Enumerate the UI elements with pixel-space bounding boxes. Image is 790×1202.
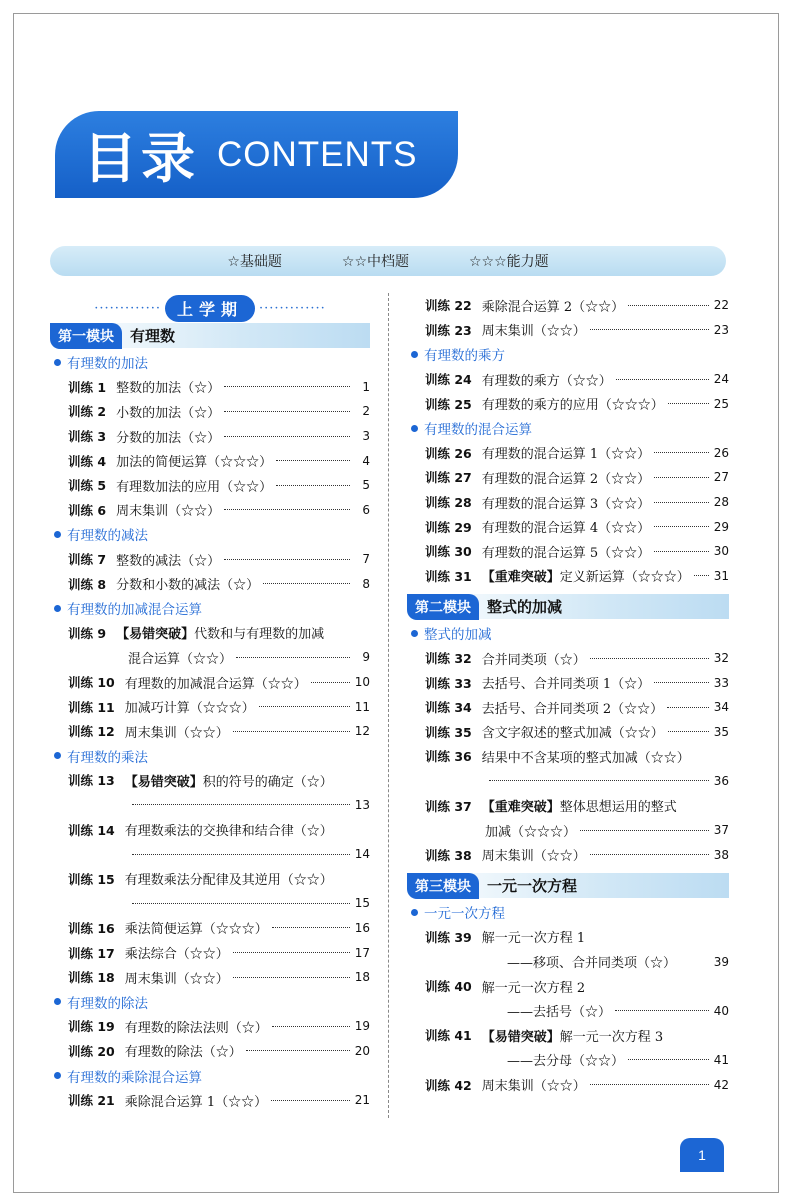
entry-number: 训练 27 bbox=[425, 470, 472, 486]
entry-title: 解一元一次方程 1 bbox=[481, 931, 586, 947]
title-en: CONTENTS bbox=[217, 134, 418, 174]
dot-leader bbox=[616, 379, 709, 380]
toc-entry[interactable] bbox=[50, 1014, 370, 1039]
entry-number: 训练 30 bbox=[425, 544, 472, 560]
dot-leader bbox=[580, 830, 709, 831]
dot-leader bbox=[132, 854, 350, 855]
toc-entry[interactable] bbox=[407, 514, 729, 539]
entry-title: 分数和小数的减法（☆） bbox=[116, 578, 260, 594]
section-title: 一元一次方程 bbox=[424, 906, 505, 923]
section-title: 整式的加减 bbox=[424, 627, 492, 644]
entry-number: 训练 15 bbox=[68, 871, 115, 887]
entry-title: 代数和与有理数的加减 bbox=[194, 627, 325, 643]
entry-page: 19 bbox=[354, 1019, 370, 1034]
toc-entry[interactable] bbox=[50, 965, 370, 990]
module-tag: 第三模块 bbox=[407, 873, 479, 899]
toc-entry[interactable] bbox=[50, 473, 370, 498]
entry-number: 训练 18 bbox=[68, 970, 115, 986]
entry-tag: 【易错突破】 bbox=[124, 774, 203, 790]
entry-page: 16 bbox=[354, 920, 370, 935]
entry-title: 周末集训（☆☆） bbox=[481, 849, 586, 865]
page-number: 1 bbox=[680, 1138, 724, 1172]
entry-title: 解一元一次方程 3 bbox=[559, 1029, 664, 1045]
dot-leader bbox=[590, 329, 709, 330]
dot-leader bbox=[132, 903, 350, 904]
entry-page: 7 bbox=[362, 552, 370, 567]
module-2-header bbox=[407, 594, 729, 619]
dot-leader bbox=[694, 575, 709, 576]
toc-entry[interactable] bbox=[50, 916, 370, 941]
toc-entry[interactable] bbox=[407, 490, 729, 515]
entry-page: 28 bbox=[713, 495, 729, 510]
dot-leader bbox=[590, 854, 709, 855]
bullet-icon bbox=[411, 630, 418, 637]
entry-title: 周末集训（☆☆） bbox=[481, 1079, 586, 1095]
dot-leader bbox=[654, 477, 709, 478]
toc-entry[interactable] bbox=[407, 465, 729, 490]
section-title: 有理数的除法 bbox=[67, 995, 148, 1012]
module-tag: 第二模块 bbox=[407, 594, 479, 620]
entry-number: 训练 21 bbox=[68, 1093, 115, 1109]
dot-leader bbox=[311, 682, 350, 683]
entry-title: 整数的加法（☆） bbox=[116, 381, 221, 397]
entry-title: 周末集训（☆☆） bbox=[124, 725, 229, 741]
entry-title: 有理数乘法的交换律和结合律（☆） bbox=[124, 824, 333, 840]
dot-leader bbox=[628, 305, 709, 306]
toc-entry[interactable] bbox=[407, 564, 729, 589]
section-title: 有理数的混合运算 bbox=[424, 422, 532, 439]
entry-page: 11 bbox=[354, 699, 370, 714]
spacer bbox=[680, 961, 709, 962]
entry-title: 有理数加法的应用（☆☆） bbox=[116, 479, 273, 495]
section-heading[interactable] bbox=[407, 342, 729, 367]
toc-entry-continuation[interactable] bbox=[407, 998, 729, 1023]
dot-leader bbox=[233, 977, 350, 978]
entry-number: 训练 12 bbox=[68, 724, 115, 740]
entry-title: 周末集训（☆☆） bbox=[116, 504, 221, 520]
entry-title: 合并同类项（☆） bbox=[481, 652, 586, 668]
toc-entry[interactable] bbox=[407, 391, 729, 416]
section-heading[interactable] bbox=[50, 596, 370, 621]
dot-leader bbox=[276, 485, 350, 486]
entry-page: 41 bbox=[713, 1052, 729, 1067]
section-title: 有理数的乘法 bbox=[67, 749, 148, 766]
module-name: 有理数 bbox=[130, 327, 176, 345]
entry-tag: 【重难突破】 bbox=[481, 570, 560, 586]
section-heading[interactable] bbox=[50, 1063, 370, 1088]
entry-number: 训练 39 bbox=[425, 929, 472, 945]
entry-title: 周末集训（☆☆） bbox=[481, 324, 586, 340]
toc-right-column bbox=[407, 293, 729, 1097]
entry-title: 分数的加法（☆） bbox=[116, 430, 221, 446]
legend-basic: ☆基础题 bbox=[227, 254, 282, 270]
dot-leader bbox=[628, 1059, 709, 1060]
module-tag: 第一模块 bbox=[50, 323, 122, 349]
entry-page: 5 bbox=[362, 478, 370, 493]
section-heading[interactable] bbox=[50, 522, 370, 547]
entry-number: 训练 6 bbox=[68, 502, 107, 518]
entry-title: 含文字叙述的整式加减（☆☆） bbox=[481, 726, 664, 742]
toc-entry[interactable] bbox=[407, 646, 729, 671]
entry-number: 训练 36 bbox=[425, 749, 472, 765]
toc-entry[interactable] bbox=[50, 571, 370, 596]
entry-title: 有理数的乘方的应用（☆☆☆） bbox=[481, 398, 664, 414]
entry-page: 26 bbox=[713, 445, 729, 460]
entry-number: 训练 29 bbox=[425, 519, 472, 535]
dot-leader bbox=[668, 403, 709, 404]
dot-leader bbox=[615, 1010, 709, 1011]
entry-page: 8 bbox=[362, 576, 370, 591]
entry-number: 训练 8 bbox=[68, 576, 107, 592]
entry-title-cont: ——去括号（☆） bbox=[507, 1005, 612, 1021]
entry-page: 23 bbox=[713, 322, 729, 337]
toc-entry-continuation[interactable] bbox=[50, 842, 370, 867]
toc-entry-continuation[interactable] bbox=[50, 793, 370, 818]
toc-entry[interactable] bbox=[50, 621, 370, 646]
entry-number: 训练 40 bbox=[425, 979, 472, 995]
entry-page: 36 bbox=[713, 773, 729, 788]
semester-label: 上学期 bbox=[165, 295, 255, 322]
dot-leader bbox=[654, 551, 709, 552]
entry-title: 有理数的除法法则（☆） bbox=[124, 1020, 268, 1036]
entry-title: 去括号、合并同类项 2（☆☆） bbox=[481, 701, 664, 717]
dot-leader bbox=[233, 731, 350, 732]
entry-title: 有理数的除法（☆） bbox=[124, 1045, 242, 1061]
section-heading[interactable] bbox=[50, 350, 370, 375]
entry-number: 训练 22 bbox=[425, 298, 472, 314]
entry-title: 有理数乘法分配律及其逆用（☆☆） bbox=[124, 873, 333, 889]
entry-title: 加减巧计算（☆☆☆） bbox=[124, 701, 255, 717]
entry-tag: 【重难突破】 bbox=[481, 800, 560, 816]
toc-entry[interactable] bbox=[50, 719, 370, 744]
dot-leader bbox=[272, 927, 350, 928]
bullet-icon bbox=[54, 752, 61, 759]
dot-leader bbox=[224, 509, 350, 510]
toc-entry[interactable] bbox=[50, 817, 370, 842]
column-divider bbox=[388, 293, 389, 1118]
entry-number: 训练 25 bbox=[425, 396, 472, 412]
entry-number: 训练 37 bbox=[425, 798, 472, 814]
entry-number: 训练 1 bbox=[68, 379, 107, 395]
entry-title-cont: ——去分母（☆☆） bbox=[507, 1054, 625, 1070]
module-1-header bbox=[50, 323, 370, 348]
dot-leader bbox=[668, 731, 709, 732]
section-title: 有理数的加减混合运算 bbox=[67, 602, 202, 619]
entry-page: 22 bbox=[713, 298, 729, 313]
entry-title: 周末集训（☆☆） bbox=[124, 971, 229, 987]
toc-entry[interactable] bbox=[50, 768, 370, 793]
toc-entry-continuation[interactable] bbox=[50, 645, 370, 670]
section-title: 有理数的减法 bbox=[67, 528, 148, 545]
bullet-icon bbox=[54, 359, 61, 366]
entry-title: 有理数的混合运算 3（☆☆） bbox=[481, 496, 651, 512]
entry-page: 4 bbox=[362, 453, 370, 468]
entry-number: 训练 9 bbox=[68, 625, 107, 641]
dot-leader bbox=[224, 411, 350, 412]
dot-leader bbox=[132, 804, 350, 805]
entry-number: 训练 33 bbox=[425, 675, 472, 691]
dot-leader bbox=[271, 1100, 350, 1101]
entry-page: 30 bbox=[713, 544, 729, 559]
entry-title-cont: 混合运算（☆☆） bbox=[128, 651, 233, 667]
toc-entry[interactable] bbox=[407, 1072, 729, 1097]
toc-entry-continuation[interactable] bbox=[407, 818, 729, 843]
entry-number: 训练 28 bbox=[425, 495, 472, 511]
toc-entry[interactable] bbox=[50, 1088, 370, 1113]
dot-leader bbox=[590, 658, 709, 659]
entry-title: 有理数的混合运算 4（☆☆） bbox=[481, 521, 651, 537]
entry-page: 6 bbox=[362, 502, 370, 517]
entry-title: 有理数的混合运算 5（☆☆） bbox=[481, 545, 651, 561]
entry-page: 15 bbox=[354, 896, 370, 911]
entry-number: 训练 13 bbox=[68, 773, 115, 789]
bullet-icon bbox=[54, 998, 61, 1005]
toc-entry[interactable] bbox=[407, 925, 729, 950]
dot-leader bbox=[224, 559, 350, 560]
entry-title: 结果中不含某项的整式加减（☆☆） bbox=[481, 750, 690, 766]
dot-leader bbox=[654, 682, 709, 683]
section-heading[interactable] bbox=[50, 744, 370, 769]
bullet-icon bbox=[54, 605, 61, 612]
entry-page: 39 bbox=[713, 954, 729, 969]
legend-medium: ☆☆中档题 bbox=[341, 254, 409, 270]
entry-number: 训练 16 bbox=[68, 920, 115, 936]
toc-left-column bbox=[50, 293, 370, 1112]
entry-number: 训练 34 bbox=[425, 700, 472, 716]
entry-number: 训练 4 bbox=[68, 453, 107, 469]
entry-page: 27 bbox=[713, 470, 729, 485]
entry-page: 20 bbox=[354, 1043, 370, 1058]
toc-entry[interactable] bbox=[50, 498, 370, 523]
entry-page: 10 bbox=[354, 675, 370, 690]
entry-title: 整体思想运用的整式 bbox=[559, 800, 677, 816]
section-heading[interactable] bbox=[407, 900, 729, 925]
dot-leader bbox=[489, 780, 709, 781]
toc-entry[interactable] bbox=[407, 695, 729, 720]
entry-page: 9 bbox=[362, 650, 370, 665]
entry-title: 乘法简便运算（☆☆☆） bbox=[124, 922, 268, 938]
entry-number: 训练 35 bbox=[425, 724, 472, 740]
toc-entry[interactable] bbox=[50, 670, 370, 695]
entry-number: 训练 38 bbox=[425, 847, 472, 863]
entry-page: 32 bbox=[713, 651, 729, 666]
dot-leader bbox=[654, 526, 709, 527]
toc-entry-continuation[interactable] bbox=[50, 891, 370, 916]
section-title: 有理数的乘方 bbox=[424, 348, 505, 365]
entry-number: 训练 11 bbox=[68, 699, 115, 715]
entry-page: 17 bbox=[354, 945, 370, 960]
section-title: 有理数的乘除混合运算 bbox=[67, 1069, 202, 1086]
toc-entry[interactable] bbox=[407, 1023, 729, 1048]
bullet-icon bbox=[54, 1072, 61, 1079]
module-3-header bbox=[407, 873, 729, 898]
entry-number: 训练 41 bbox=[425, 1028, 472, 1044]
entry-title-cont: ——移项、合并同类项（☆） bbox=[507, 956, 677, 972]
toc-entry[interactable] bbox=[407, 367, 729, 392]
toc-entry-continuation[interactable] bbox=[407, 1048, 729, 1073]
toc-entry[interactable] bbox=[50, 547, 370, 572]
entry-title: 积的符号的确定（☆） bbox=[202, 774, 333, 790]
dot-leader bbox=[667, 707, 709, 708]
entry-tag: 【易错突破】 bbox=[116, 627, 195, 643]
title-cn: 目录 bbox=[83, 127, 199, 190]
entry-title-cont: 加减（☆☆☆） bbox=[485, 824, 577, 840]
entry-number: 训练 32 bbox=[425, 651, 472, 667]
entry-title: 乘法综合（☆☆） bbox=[124, 947, 229, 963]
entry-page: 14 bbox=[354, 847, 370, 862]
toc-entry-continuation[interactable] bbox=[407, 949, 729, 974]
entry-number: 训练 3 bbox=[68, 429, 107, 445]
toc-entry[interactable] bbox=[50, 866, 370, 891]
entry-title: 有理数的乘方（☆☆） bbox=[481, 373, 612, 389]
entry-title: 乘除混合运算 2（☆☆） bbox=[481, 299, 625, 315]
toc-entry[interactable] bbox=[50, 694, 370, 719]
dot-leader bbox=[259, 706, 350, 707]
bullet-icon bbox=[411, 425, 418, 432]
section-heading[interactable] bbox=[407, 416, 729, 441]
entry-title: 加法的简便运算（☆☆☆） bbox=[116, 455, 273, 471]
entry-page: 1 bbox=[362, 379, 370, 394]
dot-leader bbox=[590, 1084, 709, 1085]
toc-entry[interactable] bbox=[50, 399, 370, 424]
toc-entry[interactable] bbox=[407, 720, 729, 745]
toc-entry[interactable] bbox=[407, 318, 729, 343]
section-heading[interactable] bbox=[50, 989, 370, 1014]
entry-title: 乘除混合运算 1（☆☆） bbox=[124, 1094, 268, 1110]
legend-advanced: ☆☆☆能力题 bbox=[469, 254, 549, 270]
entry-tag: 【易错突破】 bbox=[481, 1029, 560, 1045]
entry-title: 有理数的混合运算 1（☆☆） bbox=[481, 447, 651, 463]
toc-entry[interactable] bbox=[50, 940, 370, 965]
toc-entry[interactable] bbox=[50, 375, 370, 400]
toc-entry[interactable] bbox=[407, 744, 729, 769]
entry-title: 小数的加法（☆） bbox=[116, 405, 221, 421]
entry-page: 40 bbox=[713, 1003, 729, 1018]
entry-number: 训练 2 bbox=[68, 404, 107, 420]
dot-leader bbox=[246, 1050, 350, 1051]
dot-leader bbox=[236, 657, 350, 658]
dot-leader bbox=[654, 452, 709, 453]
entry-page: 21 bbox=[354, 1093, 370, 1108]
entry-page: 42 bbox=[713, 1077, 729, 1092]
bullet-icon bbox=[411, 909, 418, 916]
section-heading[interactable] bbox=[407, 621, 729, 646]
entry-number: 训练 10 bbox=[68, 675, 115, 691]
entry-title: 整数的减法（☆） bbox=[116, 553, 221, 569]
entry-page: 12 bbox=[354, 724, 370, 739]
toc-entry[interactable] bbox=[407, 293, 729, 318]
entry-number: 训练 14 bbox=[68, 822, 115, 838]
dot-leader bbox=[233, 952, 350, 953]
dot-leader bbox=[224, 436, 350, 437]
entry-page: 2 bbox=[362, 404, 370, 419]
entry-title: 有理数的混合运算 2（☆☆） bbox=[481, 471, 651, 487]
toc-entry[interactable] bbox=[407, 539, 729, 564]
toc-entry-continuation[interactable] bbox=[407, 769, 729, 794]
entry-page: 38 bbox=[713, 847, 729, 862]
section-title: 有理数的加法 bbox=[67, 356, 148, 373]
entry-number: 训练 17 bbox=[68, 945, 115, 961]
toc-entry[interactable] bbox=[407, 793, 729, 818]
entry-page: 31 bbox=[713, 568, 729, 583]
toc-entry[interactable] bbox=[407, 441, 729, 466]
entry-page: 24 bbox=[713, 372, 729, 387]
module-name: 整式的加减 bbox=[487, 598, 563, 617]
toc-entry[interactable] bbox=[407, 670, 729, 695]
module-name: 一元一次方程 bbox=[487, 877, 578, 896]
bullet-icon bbox=[54, 531, 61, 538]
difficulty-legend bbox=[50, 246, 726, 276]
entry-page: 33 bbox=[713, 675, 729, 690]
entry-page: 3 bbox=[362, 429, 370, 444]
dot-leader bbox=[654, 502, 709, 503]
entry-number: 训练 5 bbox=[68, 478, 107, 494]
entry-number: 训练 19 bbox=[68, 1019, 115, 1035]
bullet-icon bbox=[411, 351, 418, 358]
entry-page: 18 bbox=[354, 970, 370, 985]
entry-number: 训练 42 bbox=[425, 1077, 472, 1093]
toc-entry[interactable] bbox=[407, 842, 729, 867]
dot-leader bbox=[224, 386, 350, 387]
entry-page: 13 bbox=[354, 797, 370, 812]
dot-leader bbox=[272, 1026, 350, 1027]
toc-entry[interactable] bbox=[50, 448, 370, 473]
entry-number: 训练 26 bbox=[425, 445, 472, 461]
toc-entry[interactable] bbox=[50, 1039, 370, 1064]
toc-entry[interactable] bbox=[407, 974, 729, 999]
entry-title: 有理数的加减混合运算（☆☆） bbox=[124, 676, 307, 692]
entry-number: 训练 31 bbox=[425, 568, 472, 584]
entry-number: 训练 24 bbox=[425, 372, 472, 388]
entry-number: 训练 23 bbox=[425, 322, 472, 338]
entry-title: 去括号、合并同类项 1（☆） bbox=[481, 677, 651, 693]
entry-title: 解一元一次方程 2 bbox=[481, 980, 586, 996]
contents-title-banner bbox=[55, 111, 458, 198]
toc-entry[interactable] bbox=[50, 424, 370, 449]
entry-title: 定义新运算（☆☆☆） bbox=[559, 570, 690, 586]
entry-number: 训练 20 bbox=[68, 1043, 115, 1059]
entry-page: 25 bbox=[713, 396, 729, 411]
entry-page: 29 bbox=[713, 519, 729, 534]
semester-header: ············· 上学期 ············· bbox=[50, 293, 370, 323]
entry-page: 37 bbox=[713, 823, 729, 838]
dot-leader bbox=[276, 460, 350, 461]
entry-page: 34 bbox=[713, 700, 729, 715]
dot-leader bbox=[263, 583, 350, 584]
entry-number: 训练 7 bbox=[68, 552, 107, 568]
entry-page: 35 bbox=[713, 724, 729, 739]
